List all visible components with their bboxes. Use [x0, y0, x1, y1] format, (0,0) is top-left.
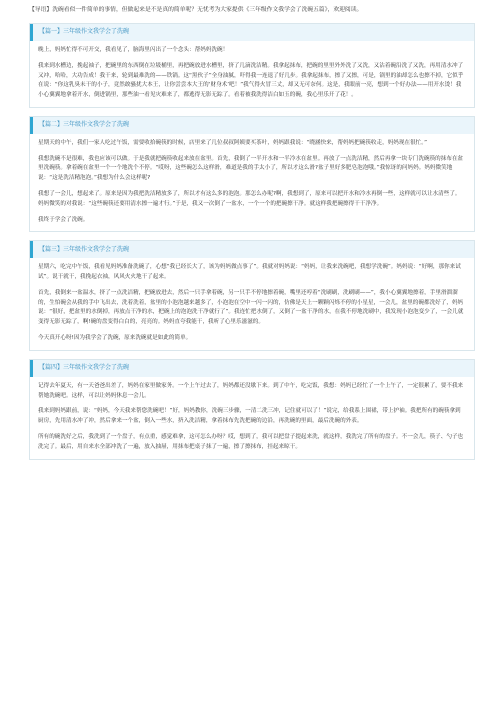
article-intro: 【导语】洗碗看似一件简单的事情，但做起来是不是真的简单呢？无忧考为大家提供《三年级作文我学会了洗碗五篇》，欢迎阅读。 — [29, 7, 363, 13]
paragraph: 我来到妈妈跟前，说：“妈妈，今天我来帮您洗碗吧！”好，妈妈教你，洗碗三步骤，一清二洗三冲，记住就可以了！”说完，给我系上围裙，带上护袖。我把所有的碗筷拿到厨房，先用清水冲了冲，然后拿来一个盆，倒入一些水，挤入洗洁精，拿着抹布先洗把碗的边沿，再洗碗的里面，最后洗碗的外表。 — [38, 408, 461, 425]
essay-section-2 — [29, 116, 475, 232]
section-title-1: 【篇一】三年级作文我学会了洗碗 — [30, 24, 474, 41]
essay-section-1 — [29, 23, 475, 108]
paragraph: 我想了一会儿，想起来了。原来是因为我把洗洁精放多了，所以才有这么多的泡泡。那怎么办呢?啊，我想到了，原来可以把开水和冷水再倒一些，这样就可以让水清些了。妈妈微笑的对我说：“这些碗筷还要用清水擦一遍才行。”于是，我又一次倒了一盆水，一个一个的把碗擦干净。就这样我把碗擦得干干净净。 — [38, 191, 461, 207]
section-title-2: 【篇二】三年级作文我学会了洗碗 — [30, 117, 474, 134]
paragraph: 我终于学会了洗碗。 — [38, 216, 89, 223]
paragraph: 我想洗碗不是很难，我也应该可以做。于是我就把碗筷收起来放在盆里。首先，我倒了一半开水和一半冷水在盆里。再放了一点洗洁精，然后再拿一块专门洗碗筷的抹布在盆里洗碗筷。拿着碗在盆里一个一个地洗个不停。“哎呀，这些碗怎么这样滑，难道是我的手太小了，所以才这么滑?盆子里好多肥皂泡泡哦。”我惊讶的问妈妈。妈妈微笑地说：“这是洗洁精泡泡。”我想为什么会这样呢? — [38, 155, 464, 182]
paragraph: 今天真开心呀!因为我学会了洗碗，原来洗碗就是如此的简单。 — [38, 335, 192, 342]
essay-section-3 — [29, 240, 475, 350]
section-title-3: 【篇三】三年级作文我学会了洗碗 — [30, 241, 474, 258]
paragraph: 所有的碗洗好之后，我洗到了一个盘子，有点重，感觉难拿，这可怎么办呀？哎，想到了，我可以把盘子提起来洗，就这样，我洗完了所有的盘子。不一会儿，筷子、勺子也洗完了。最后，用自来水全部冲洗了一遍，放入抽屉，用抹布把桌子抹了一遍，擦了擦抹布，挂起来晾干。 — [38, 433, 464, 450]
section-title-4: 【篇四】三年级作文我学会了洗碗 — [30, 360, 474, 377]
paragraph: 晚上，妈妈忙得不可开交，我看见了，脑海里闪出了一个念头：帮妈妈洗碗！ — [38, 46, 229, 53]
paragraph: 首先，我倒来一盆温水，挤了一点洗洁精，把碗放进去，然后一只手拿着碗，另一只手不停地擦着碗，嘴里还哼着“洗刷刷，洗刷刷——”，我小心翼翼地擦着，手里滑溜溜的，生怕碗会从我的手中飞出去，洗着洗着，盆里的小泡泡越来越多了，小泡泡在空中一闪一闪的，仿佛是天上一颗颗闪烁不停的小星星，一会儿，盆里的碗都洗好了，妈妈说：“很好，把盆里的水倒掉，再放点干净的水，把碗上的泡泡洗干净就行了”。我连忙把水倒了，又倒了一盆干净的水，在我不停地洗刷中，我发现小泡泡变少了，一会儿就变得无影无踪了，啊!碗的盘变得白白的，亮亮的。妈妈直夸我能干，我听了心里乐滋滋的。 — [38, 289, 464, 326]
paragraph: 记得去年夏天，有一天爸爸出差了，妈妈在家里做家务。一个上午过去了，妈妈都还没歇下来。到了中午，吃完饭，我想：妈妈已经忙了一个上午了，一定很累了，要不我来帮她洗碗吧。这样，可以让妈妈休息一会儿。 — [38, 382, 464, 399]
section-body-4 — [30, 377, 474, 459]
essay-section-4 — [29, 359, 475, 460]
section-body-1 — [30, 41, 474, 107]
paragraph: 星期六，吃完中午饭，我看见妈妈准备洗碗了，心想“我已经长大了，该为妈妈做点事了”。我就对妈妈说：“妈妈，让我来洗碗吧，我想学洗碗”。妈妈说：“好啊，那你来试试”。说干就干，我挽起衣袖，风风火火地干了起来。 — [38, 264, 461, 281]
section-body-3 — [30, 258, 474, 349]
paragraph: 星期天的中午，我们一家人吃过午饭，需要收拾碗筷的时候，店里来了几位叔叔阿姨要买茶叶，妈妈跟我说：“晓涵快来，帮妈妈把碗筷收走，妈妈现在很忙。” — [38, 139, 427, 146]
section-body-2 — [30, 134, 474, 231]
paragraph: 我来到水槽边，挽起袖子，把碗里的东西倒在垃圾桶里，再把碗放进水槽里，挤了几滴洗洁精。我拿起抹布，把碗的里里外外洗了又洗，又沾着碗沿洗了又洗，再用清水冲了又冲，哈哈，大功告成！我干来，轮到最难洗的——铁锅。这“黑伙子”全身油腻，吓得我一连退了好几步。我拿起抹布，擦了又擦，可是，锅里的油却怎么也擦不掉，它似乎在说：“你这乳臭未干的小子，竟然敢骚扰大本王，让你尝尝本大王的‘财身术’吧！”我气得火冒三丈，却又无可奈何。这是，我眼前一亮，想到一个好办法——用开水烫！我小心翼翼地拿着开水，倒进锅里，那些油一看见灾难来了，都逃得无影无踪了。看着被我洗得洁白如玉的碗，我心里乐开了花！。 — [38, 62, 464, 99]
